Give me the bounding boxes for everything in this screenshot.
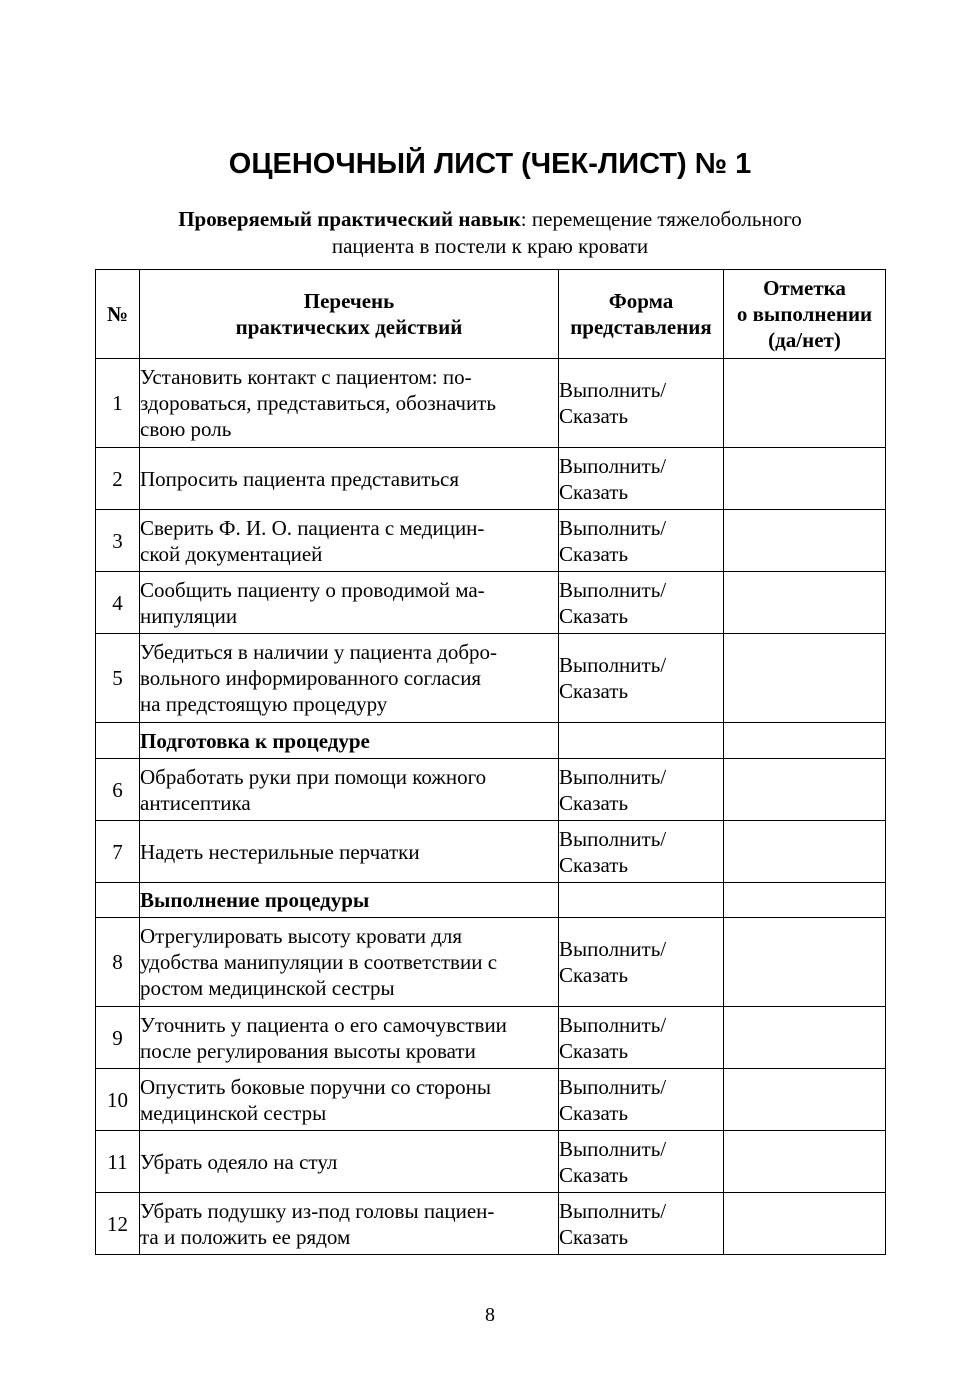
action-cell xyxy=(140,634,559,723)
table-row xyxy=(96,1069,886,1131)
section-heading: Выполнение процедуры xyxy=(140,883,559,918)
row-number: 5 xyxy=(96,634,140,723)
action-line: Отрегулировать высоту кровати для xyxy=(140,924,463,948)
action-cell xyxy=(140,1193,559,1255)
skill-label: Проверяемый практический навык xyxy=(178,207,521,231)
checklist-body xyxy=(96,359,886,1255)
row-number: 2 xyxy=(96,448,140,510)
checklist-table xyxy=(95,269,886,1255)
action-line: Убедиться в наличии у пациента добро- xyxy=(140,640,498,664)
mark-cell xyxy=(724,723,886,759)
action-line: Надеть нестерильные перчатки xyxy=(140,839,420,864)
form-line: Сказать xyxy=(559,541,629,566)
action-cell xyxy=(140,821,559,883)
form-cell xyxy=(559,510,724,572)
action-line: здороваться, представиться, обозначить xyxy=(140,391,496,415)
form-line: Выполнить/ xyxy=(559,937,667,961)
mark-cell[interactable] xyxy=(724,1131,886,1193)
form-cell xyxy=(559,883,724,918)
action-line: Уточнить у пациента о его самочувствии xyxy=(140,1012,507,1037)
action-cell xyxy=(140,359,559,448)
form-line: Сказать xyxy=(559,852,629,877)
form-line: Выполнить/ xyxy=(559,764,667,789)
header-form-line: Форма xyxy=(608,289,674,313)
header-mark-line: Отметка xyxy=(763,276,846,300)
form-cell xyxy=(559,1131,724,1193)
action-line: Убрать одеяло на стул xyxy=(140,1149,338,1174)
form-cell xyxy=(559,759,724,821)
form-cell xyxy=(559,1069,724,1131)
mark-cell[interactable] xyxy=(724,759,886,821)
form-line: Сказать xyxy=(559,1162,629,1187)
section-row xyxy=(96,883,886,918)
form-line: Сказать xyxy=(559,404,629,428)
header-actions-line: Перечень xyxy=(303,289,395,313)
mark-cell[interactable] xyxy=(724,572,886,634)
row-number: 10 xyxy=(96,1069,140,1131)
form-cell xyxy=(559,1193,724,1255)
form-line: Выполнить/ xyxy=(559,1012,667,1037)
action-line: Установить контакт с пациентом: по- xyxy=(140,365,472,389)
action-line: Опустить боковые поручни со стороны xyxy=(140,1074,491,1099)
page-title: ОЦЕНОЧНЫЙ ЛИСТ (ЧЕК-ЛИСТ) № 1 xyxy=(228,148,752,180)
header-form-line: представления xyxy=(570,315,712,339)
form-line: Сказать xyxy=(559,1224,629,1249)
section-heading: Подготовка к процедуре xyxy=(140,723,559,759)
table-row xyxy=(96,359,886,448)
action-cell xyxy=(140,448,559,510)
mark-cell xyxy=(724,883,886,918)
row-number: 1 xyxy=(96,359,140,448)
mark-cell[interactable] xyxy=(724,1193,886,1255)
action-line: Обработать руки при помощи кожного xyxy=(140,764,487,789)
action-line: та и положить ее рядом xyxy=(140,1224,351,1249)
action-line: свою роль xyxy=(140,417,232,441)
mark-cell[interactable] xyxy=(724,359,886,448)
table-row xyxy=(96,821,886,883)
action-cell xyxy=(140,510,559,572)
skill-description xyxy=(140,206,840,260)
header-mark xyxy=(724,270,886,359)
form-cell xyxy=(559,572,724,634)
form-line: Выполнить/ xyxy=(559,453,667,478)
action-cell xyxy=(140,1069,559,1131)
mark-cell[interactable] xyxy=(724,918,886,1007)
table-row xyxy=(96,572,886,634)
header-form xyxy=(559,270,724,359)
form-line: Выполнить/ xyxy=(559,515,667,540)
row-number xyxy=(96,883,140,918)
table-row xyxy=(96,918,886,1007)
action-line: Убрать подушку из-под головы пациен- xyxy=(140,1198,495,1223)
form-line: Выполнить/ xyxy=(559,653,667,677)
mark-cell[interactable] xyxy=(724,821,886,883)
table-row xyxy=(96,634,886,723)
form-line: Сказать xyxy=(559,479,629,504)
section-row xyxy=(96,723,886,759)
mark-cell[interactable] xyxy=(724,1069,886,1131)
form-line: Сказать xyxy=(559,790,629,815)
table-row xyxy=(96,448,886,510)
table-row xyxy=(96,1131,886,1193)
row-number: 9 xyxy=(96,1007,140,1069)
row-number: 8 xyxy=(96,918,140,1007)
form-line: Выполнить/ xyxy=(559,577,667,602)
action-cell xyxy=(140,572,559,634)
form-line: Сказать xyxy=(559,603,629,628)
page-number: 8 xyxy=(485,1304,495,1326)
table-row xyxy=(96,1007,886,1069)
form-line: Выполнить/ xyxy=(559,1136,667,1161)
mark-cell[interactable] xyxy=(724,1007,886,1069)
header-actions-line: практических действий xyxy=(235,315,463,339)
form-line: Сказать xyxy=(559,679,629,703)
form-line: Сказать xyxy=(559,1100,629,1125)
table-row xyxy=(96,510,886,572)
action-line: после регулирования высоты кровати xyxy=(140,1038,476,1063)
row-number: 4 xyxy=(96,572,140,634)
form-cell xyxy=(559,918,724,1007)
action-cell xyxy=(140,918,559,1007)
row-number: 6 xyxy=(96,759,140,821)
form-line: Сказать xyxy=(559,1038,629,1063)
action-cell xyxy=(140,1007,559,1069)
action-line: Попросить пациента представиться xyxy=(140,466,460,491)
skill-text-line-1: : перемещение тяжелобольного xyxy=(520,207,802,231)
header-actions xyxy=(140,270,559,359)
form-cell xyxy=(559,448,724,510)
row-number: 11 xyxy=(96,1131,140,1193)
form-line: Выполнить/ xyxy=(559,826,667,851)
action-line: ростом медицинской сестры xyxy=(140,976,395,1000)
form-cell xyxy=(559,723,724,759)
action-line: нипуляции xyxy=(140,603,238,628)
form-line: Выполнить/ xyxy=(559,1074,667,1099)
form-line: Выполнить/ xyxy=(559,378,667,402)
table-row xyxy=(96,759,886,821)
table-row xyxy=(96,1193,886,1255)
row-number: 12 xyxy=(96,1193,140,1255)
form-cell xyxy=(559,821,724,883)
row-number: 3 xyxy=(96,510,140,572)
mark-cell[interactable] xyxy=(724,634,886,723)
mark-cell[interactable] xyxy=(724,448,886,510)
action-line: Сообщить пациенту о проводимой ма- xyxy=(140,577,485,602)
header-mark-line: (да/нет) xyxy=(768,328,841,352)
action-line: медицинской сестры xyxy=(140,1100,327,1125)
mark-cell[interactable] xyxy=(724,510,886,572)
action-line: Сверить Ф. И. О. пациента с медицин- xyxy=(140,515,485,540)
action-line: вольного информированного согласия xyxy=(140,666,482,690)
form-cell xyxy=(559,634,724,723)
header-row xyxy=(96,270,886,359)
form-line: Выполнить/ xyxy=(559,1198,667,1223)
action-cell xyxy=(140,1131,559,1193)
header-mark-line: о выполнении xyxy=(736,302,873,326)
row-number xyxy=(96,723,140,759)
action-line: на предстоящую процедуру xyxy=(140,692,388,716)
form-cell xyxy=(559,359,724,448)
action-line: ской документацией xyxy=(140,541,323,566)
header-num: № xyxy=(96,270,140,359)
action-line: удобства манипуляции в соответствии с xyxy=(140,950,498,974)
action-line: антисептика xyxy=(140,790,251,815)
row-number: 7 xyxy=(96,821,140,883)
skill-text-line-2: пациента в постели к краю кровати xyxy=(331,234,649,258)
form-line: Сказать xyxy=(559,963,629,987)
action-cell xyxy=(140,759,559,821)
form-cell xyxy=(559,1007,724,1069)
